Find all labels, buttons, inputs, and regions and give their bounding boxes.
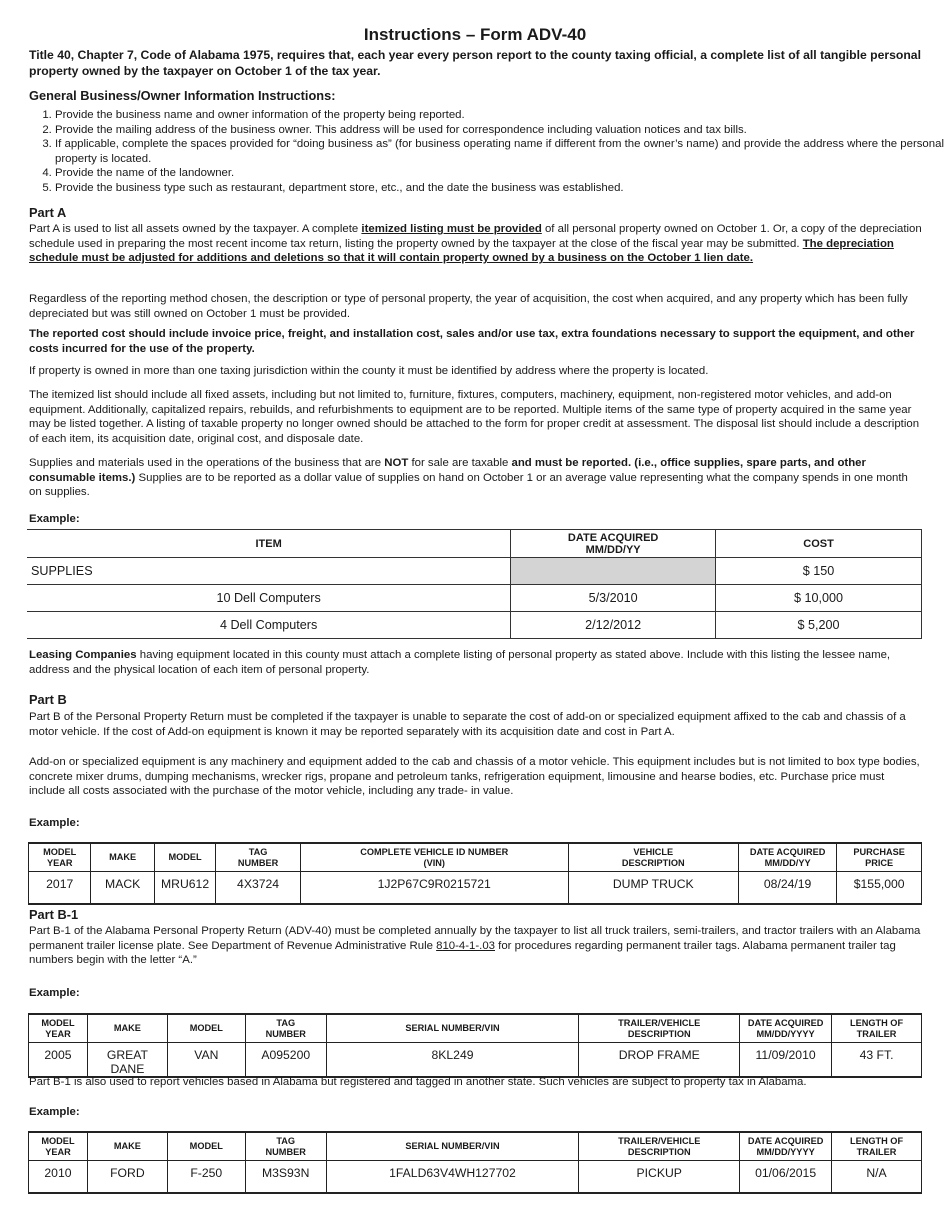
part-b-paragraph-1: Part B of the Personal Property Return must be completed if the taxpayer is unable to separate the cost of add-on or specialized equipment affixed to the cab and chassis of a motor vehicle. If the cost of Add-on equipment is known it may be reported separately with its acquisition date and cost in Part A. (29, 711, 906, 738)
intro-paragraph: Title 40, Chapter 7, Code of Alabama 1975, requires that, each year every person report to the county taxing official, a complete list of all tangible personal property owned by the taxpayer on October 1 of the tax year. (29, 48, 921, 78)
table-cell: 2017 (29, 872, 91, 905)
table-cell: 10 Dell Computers (27, 585, 511, 612)
table-cell: 4X3724 (216, 872, 301, 905)
column-header: PURCHASE PRICE (837, 843, 922, 872)
table-cell: 8KL249 (326, 1043, 579, 1078)
column-header: LENGTH OF TRAILER (832, 1132, 922, 1161)
example-label: Example: (29, 817, 80, 829)
table-cell: $ 150 (716, 558, 922, 585)
table-cell: DROP FRAME (579, 1043, 740, 1078)
example-label: Example: (29, 513, 80, 525)
table-cell: N/A (832, 1161, 922, 1194)
table-cell: VAN (167, 1043, 245, 1078)
column-header-cost: COST (716, 530, 922, 558)
column-header: TRAILER/VEHICLE DESCRIPTION (579, 1132, 740, 1161)
leasing-companies-paragraph: Leasing Companies having equipment located in this county must attach a complete listing of personal property as stated above. Include with this listing the lessee name, address and the physical location of each item of personal property. (29, 649, 891, 676)
table-row (29, 1043, 922, 1078)
column-header: MODEL YEAR (29, 843, 91, 872)
column-header: MAKE (87, 1014, 167, 1043)
column-header: SERIAL NUMBER/VIN (326, 1132, 579, 1161)
part-b1-example-table-1 (28, 1013, 922, 1078)
column-header: DATE ACQUIRED MM/DD/YY (738, 843, 836, 872)
table-cell: A095200 (245, 1043, 326, 1078)
column-header: TAG NUMBER (245, 1132, 326, 1161)
table-row (27, 585, 922, 612)
table-row (27, 558, 922, 585)
page-title: Instructions – Form ADV-40 (363, 25, 587, 44)
part-a-paragraph-6: Supplies and materials used in the operations of the business that are NOT for sale are taxable and must be reported. (i.e., office supplies, spare parts, and other consumable items.) Supplies are to be reported as a dollar value of supplies on hand on October 1 or an average value representing what the company spends in one month on supplies. (29, 457, 908, 499)
part-b1-paragraph-1: Part B-1 of the Alabama Personal Property Return (ADV-40) must be completed annually by the taxpayer to list all truck trailers, semi-trailers, and tractor trailers with an Alabama permanent trailer license plate. See Department of Revenue Administrative Rule 810-4-1-.03 for procedures regarding permanent trailer tags. Alabama permanent trailer tag numbers begin with the letter “A.” (29, 925, 921, 967)
list-item: 1. Provide the business name and owner information of the property being reported. (55, 108, 949, 123)
table-cell: 2/12/2012 (511, 612, 716, 639)
table-cell: 2010 (29, 1161, 88, 1194)
part-a-paragraph-5: The itemized list should include all fixed assets, including but not limited to, furniture, fixtures, computers, machinery, equipment, non-registered motor vehicles, and add-on equipment. Additionally, capitalized repairs, rebuilds, and refurbishments to equipment are to be reported. Multiple items of the same type of property acquired in the same year may be listed together. A listing of taxable property no longer owned should be attached to the form for proper credit at assessment. The disposal list should include a description of each item, its acquisition date, original cost, and disposale date. (29, 389, 920, 445)
table-cell: 5/3/2010 (511, 585, 716, 612)
part-b-paragraph-2: Add-on or specialized equipment is any machinery and equipment added to the cab and chassis of a motor vehicle. This equipment includes but is not limited to box type bodies, concrete mixer drums, dumping mechanisms, wrecker rigs, propane and petroleum tanks, refrigeration equipment, limousine and hearse bodies, etc. Purchase price must include all costs associated with the purchase of the motor vehicle, including any trade- in value. (29, 756, 920, 798)
table-cell: 11/09/2010 (740, 1043, 832, 1078)
example-label: Example: (29, 987, 80, 999)
depreciation-schedule-emphasis: The depreciation schedule must be adjusted for additions and deletions so that it will contain property owned by a business on the October 1 lien date. (29, 237, 894, 265)
table-cell: 1J2P67C9R0215721 (300, 872, 568, 905)
column-header: MODEL (167, 1014, 245, 1043)
column-header: SERIAL NUMBER/VIN (326, 1014, 579, 1043)
table-cell: 43 FT. (832, 1043, 922, 1078)
rule-reference: 810-4-1-.03 (436, 939, 495, 952)
table-cell-shaded (511, 558, 716, 585)
part-a-paragraph-1: Part A is used to list all assets owned by the taxpayer. A complete itemized listing must be provided of all personal property owned on October 1. Or, a copy of the depreciation schedule used in preparing the most recent income tax return, listing the property owned by the taxpayer at the close of the fiscal year may be submitted. The depreciation schedule must be adjusted for additions and deletions so that it will contain property owned by a business on the October 1 lien date. (29, 223, 922, 265)
table-cell: DUMP TRUCK (568, 872, 738, 905)
list-item: 5. Provide the business type such as restaurant, department store, etc., and the date the business was established. (55, 181, 949, 196)
list-item: 3. If applicable, complete the spaces provided for “doing business as” (for business operating name if different from the owner’s name) and provide the address where the personal property is located. (55, 137, 949, 166)
table-cell: FORD (87, 1161, 167, 1194)
table-cell: 08/24/19 (738, 872, 836, 905)
table-cell: PICKUP (579, 1161, 740, 1194)
general-instructions-list (29, 108, 949, 196)
column-header: DATE ACQUIRED MM/DD/YYYY (740, 1014, 832, 1043)
column-header: MODEL (167, 1132, 245, 1161)
table-cell: 4 Dell Computers (27, 612, 511, 639)
part-a-example-table (27, 529, 922, 639)
itemized-listing-emphasis: itemized listing must be provided (361, 223, 542, 235)
part-a-paragraph-2: Regardless of the reporting method chosen, the description or type of personal property, the year of acquisition, the cost when acquired, and any property which has been fully depreciated but was still owned on October 1 must be provided. (29, 293, 908, 320)
table-cell: M3S93N (245, 1161, 326, 1194)
part-b-example-table (28, 842, 922, 905)
column-header: VEHICLE DESCRIPTION (568, 843, 738, 872)
table-cell: $ 5,200 (716, 612, 922, 639)
table-header-row (29, 1132, 922, 1161)
table-cell: SUPPLIES (27, 558, 511, 585)
part-b1-example-table-2 (28, 1131, 922, 1194)
column-header: MODEL (154, 843, 215, 872)
column-header: MAKE (91, 843, 154, 872)
column-header: MODEL YEAR (29, 1132, 88, 1161)
table-row (27, 612, 922, 639)
list-item: 4. Provide the name of the landowner. (55, 166, 949, 181)
table-header-row (27, 530, 922, 558)
table-cell: GREAT DANE (87, 1043, 167, 1078)
column-header: TAG NUMBER (245, 1014, 326, 1043)
list-item: 2. Provide the mailing address of the business owner. This address will be used for correspondence including valuation notices and tax bills. (55, 123, 949, 138)
table-cell: F-250 (167, 1161, 245, 1194)
table-cell: 2005 (29, 1043, 88, 1078)
part-b-heading: Part B (29, 692, 67, 707)
column-header: MAKE (87, 1132, 167, 1161)
column-header: MODEL YEAR (29, 1014, 88, 1043)
table-header-row (29, 843, 922, 872)
column-header: COMPLETE VEHICLE ID NUMBER (VIN) (300, 843, 568, 872)
part-a-paragraph-4: If property is owned in more than one taxing jurisdiction within the county it must be identified by address where the property is located. (29, 365, 709, 377)
table-cell: 01/06/2015 (740, 1161, 832, 1194)
table-cell: $ 10,000 (716, 585, 922, 612)
table-header-row (29, 1014, 922, 1043)
table-cell: 1FALD63V4WH127702 (326, 1161, 579, 1194)
example-label: Example: (29, 1106, 80, 1118)
part-a-heading: Part A (29, 205, 67, 220)
column-header: DATE ACQUIRED MM/DD/YYYY (740, 1132, 832, 1161)
table-row (29, 872, 922, 905)
part-b1-heading: Part B-1 (29, 907, 79, 922)
table-cell: $155,000 (837, 872, 922, 905)
column-header: TAG NUMBER (216, 843, 301, 872)
column-header: TRAILER/VEHICLE DESCRIPTION (579, 1014, 740, 1043)
general-heading: General Business/Owner Information Instructions: (29, 88, 336, 103)
part-b1-paragraph-2: Part B-1 is also used to report vehicles based in Alabama but registered and tagged in another state. Such vehicles are subject to property tax in Alabama. (29, 1076, 807, 1088)
table-cell: MACK (91, 872, 154, 905)
part-a-paragraph-3: The reported cost should include invoice price, freight, and installation cost, sales and/or use tax, extra foundations necessary to support the equipment, and other costs incurred for the use of the property. (29, 328, 915, 355)
column-header: LENGTH OF TRAILER (832, 1014, 922, 1043)
table-row (29, 1161, 922, 1194)
table-cell: MRU612 (154, 872, 215, 905)
column-header-item: ITEM (27, 530, 511, 558)
column-header-date-acquired: DATE ACQUIRED MM/DD/YY (511, 530, 716, 558)
